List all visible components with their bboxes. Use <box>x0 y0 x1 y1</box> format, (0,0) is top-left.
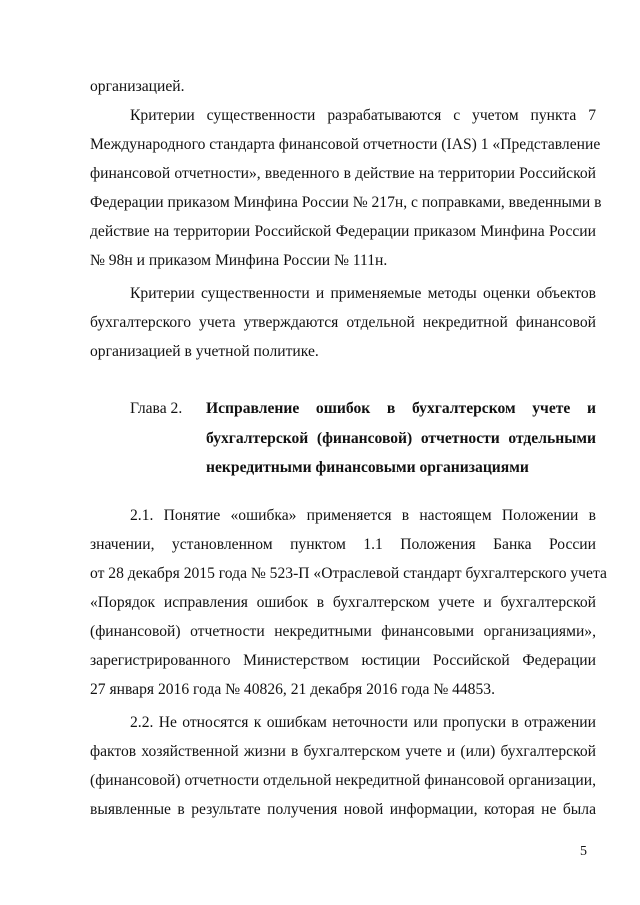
text-line: организацией. <box>90 78 185 95</box>
text-line: Международного стандарта финансовой отчетности (IAS) 1 «Представление <box>90 136 601 153</box>
text-line: выявленные в результате получения новой информации, которая не была <box>90 801 596 818</box>
text-line: зарегистрированного Министерством юстиции Российской Федерации <box>90 652 596 669</box>
text-line: № 98н и приказом Минфина России № 111н. <box>90 252 388 269</box>
text-line: Критерии существенности и применяемые методы оценки объектов <box>130 285 596 302</box>
text-line: Федерации приказом Минфина России № 217н, с поправками, введенными в <box>90 194 602 211</box>
text-line: «Порядок исправления ошибок в бухгалтерском учете и бухгалтерской <box>90 594 596 611</box>
text-line: Критерии существенности разрабатываются с учетом пункта 7 <box>130 107 596 124</box>
text-line: (финансовой) отчетности отдельной некредитной финансовой организации, <box>90 772 596 789</box>
page-number: 5 <box>580 844 587 859</box>
text-line: 2.1. Понятие «ошибка» применяется в настоящем Положении в <box>130 507 596 524</box>
chapter-title-line: некредитными финансовыми организациями <box>206 459 529 476</box>
chapter-title-line: бухгалтерской (финансовой) отчетности отдельными <box>206 430 596 447</box>
chapter-title-line: Исправление ошибок в бухгалтерском учете и <box>206 400 596 417</box>
text-line: значении, установленном пунктом 1.1 Положения Банка России <box>90 536 596 553</box>
text-line: фактов хозяйственной жизни в бухгалтерском учете и (или) бухгалтерской <box>90 743 596 760</box>
chapter-label: Глава 2. <box>130 400 183 417</box>
text-line: бухгалтерского учета утверждаются отдельной некредитной финансовой <box>90 314 596 331</box>
text-line: 2.2. Не относятся к ошибкам неточности или пропуски в отражении <box>130 714 596 731</box>
text-line: 27 января 2016 года № 40826, 21 декабря 2016 года № 44853. <box>90 681 495 698</box>
text-line: от 28 декабря 2015 года № 523-П «Отраслевой стандарт бухгалтерского учета <box>90 565 607 582</box>
text-line: действие на территории Российской Федерации приказом Минфина России <box>90 223 596 240</box>
text-line: (финансовой) отчетности некредитными финансовыми организациями», <box>90 623 596 640</box>
text-line: организацией в учетной политике. <box>90 343 319 360</box>
text-line: финансовой отчетности», введенного в действие на территории Российской <box>90 165 596 182</box>
